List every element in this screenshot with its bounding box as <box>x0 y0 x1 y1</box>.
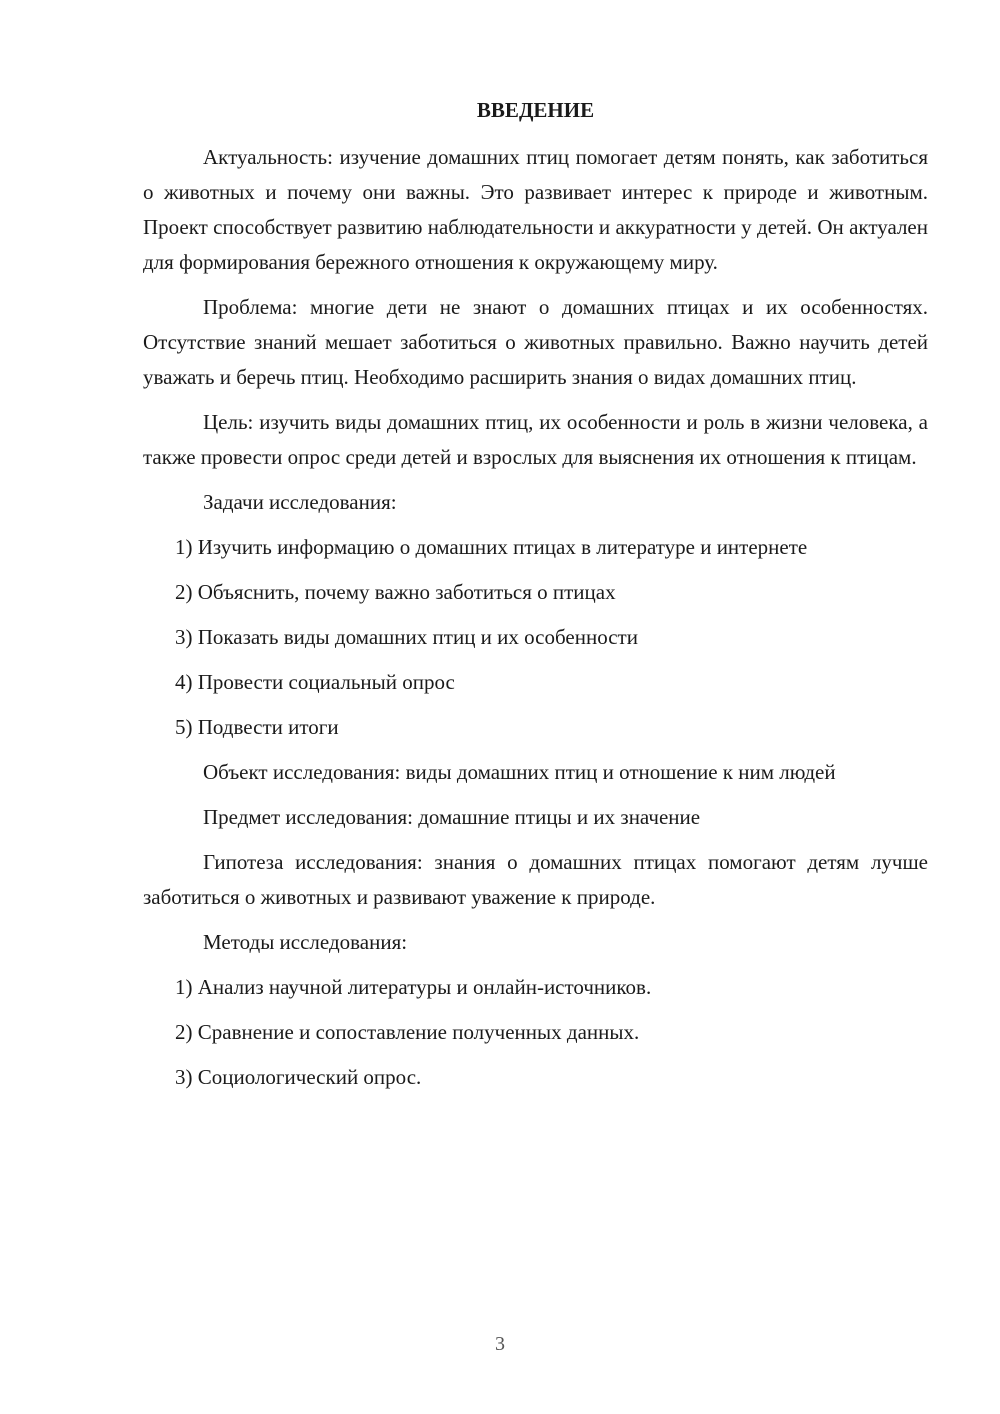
goal-paragraph: Цель: изучить виды домашних птиц, их особенности и роль в жизни человека, а также провести опрос среди детей и взрослых для выяснения их отношения к птицам. <box>143 410 928 469</box>
method-item: 1) Анализ научной литературы и онлайн-источников. <box>175 975 652 999</box>
object-paragraph: Объект исследования: виды домашних птиц и отношение к ним людей <box>203 760 836 784</box>
task-item: 4) Провести социальный опрос <box>175 670 455 694</box>
subject-paragraph: Предмет исследования: домашние птицы и их значение <box>203 805 701 829</box>
tasks-list <box>143 530 928 745</box>
document-page <box>143 95 928 1105</box>
task-item: 2) Объяснить, почему важно заботиться о птицах <box>175 580 616 604</box>
hypothesis-paragraph: Гипотеза исследования: знания о домашних птицах помогают детям лучше заботиться о животных и развивают уважение к природе. <box>143 850 928 909</box>
relevance-paragraph: Актуальность: изучение домашних птиц помогает детям понять, как заботиться о животных и почему они важны. Это развивает интерес к природе и животным. Проект способствует развитию наблюдательности и аккуратности у детей. Он актуален для формирования бережного отношения к окружающему миру. <box>143 145 928 274</box>
page-title: ВВЕДЕНИЕ <box>476 98 595 122</box>
problem-paragraph: Проблема: многие дети не знают о домашних птицах и их особенностях. Отсутствие знаний мешает заботиться о животных правильно. Важно научить детей уважать и беречь птиц. Необходимо расширить знания о видах домашних птиц. <box>143 295 928 389</box>
tasks-heading: Задачи исследования: <box>203 490 397 514</box>
method-item: 2) Сравнение и сопоставление полученных данных. <box>175 1020 640 1044</box>
method-item: 3) Социологический опрос. <box>175 1065 422 1089</box>
task-item: 3) Показать виды домашних птиц и их особенности <box>175 625 638 649</box>
page-number: 3 <box>495 1333 505 1355</box>
methods-list <box>143 970 928 1095</box>
task-item: 1) Изучить информацию о домашних птицах в литературе и интернете <box>175 535 808 559</box>
task-item: 5) Подвести итоги <box>175 715 339 739</box>
methods-heading: Методы исследования: <box>203 930 408 954</box>
